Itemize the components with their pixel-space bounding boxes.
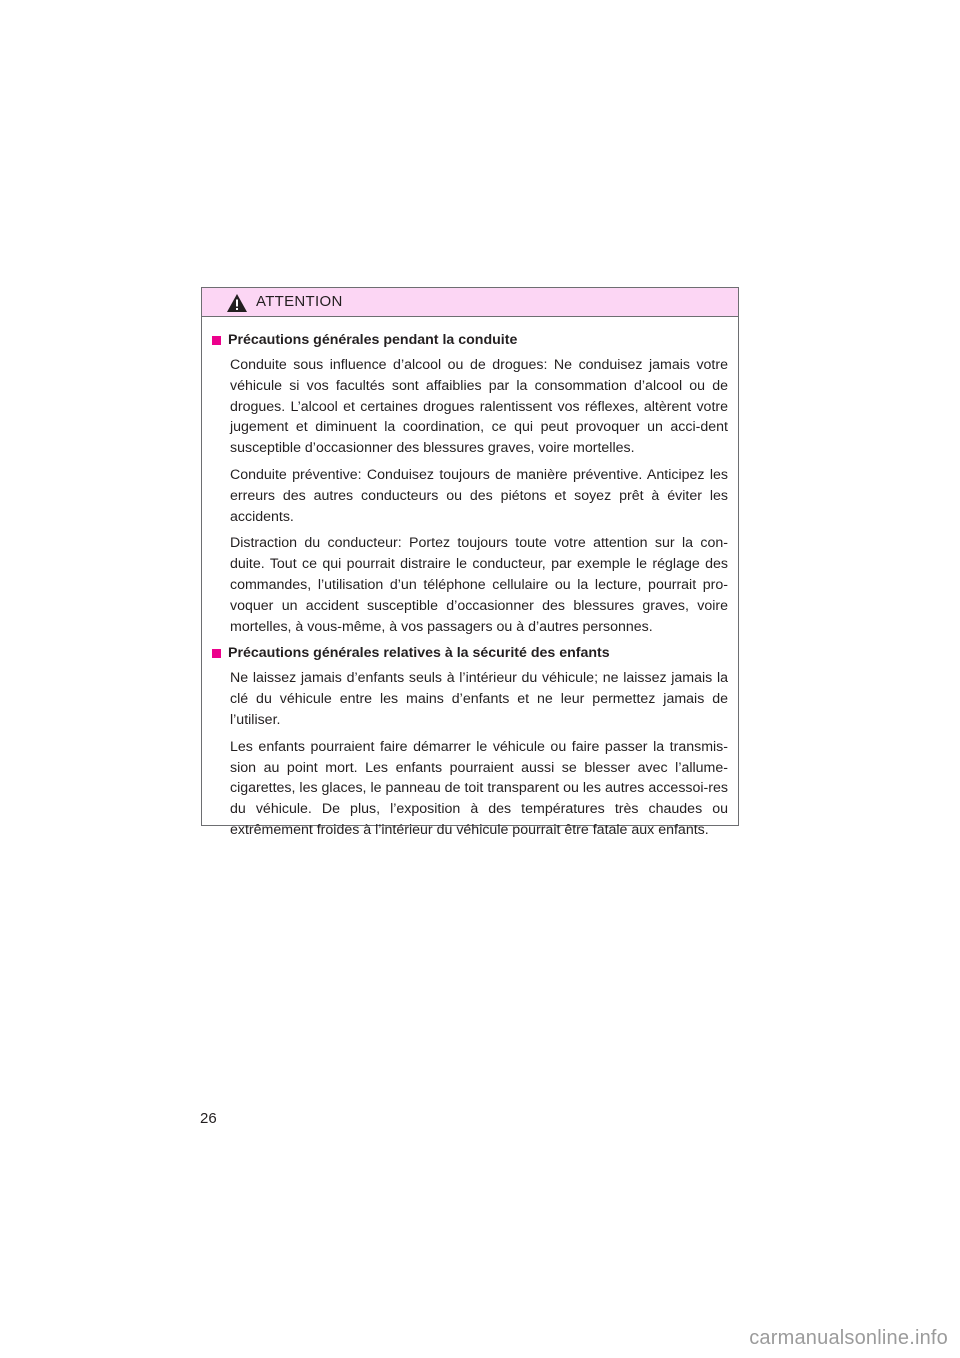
attention-header bbox=[202, 288, 738, 317]
square-bullet-icon bbox=[212, 336, 221, 345]
paragraph-children-alone: Ne laissez jamais d’enfants seuls à l’intérieur du véhicule; ne laissez jamais la clé du véhicule entre les mains d’enfants et ne leur permettez jamais de l’utiliser. bbox=[230, 670, 728, 728]
square-bullet-icon bbox=[212, 649, 221, 658]
paragraph-driver-distraction: Distraction du conducteur: Portez toujours toute votre attention sur la con-duite. Tout ce qui pourrait distraire le conducteur, par exemple le réglage des commandes, l’utilisation d’un téléphone cellulaire ou la lecture, pourrait pro-voquer un accident susceptible d’occasionner des blessures graves, voire mortelles, à vous-même, à vos passagers ou à d’autres personnes. bbox=[230, 535, 728, 635]
section-heading-driving bbox=[212, 330, 728, 350]
page-number: 26 bbox=[200, 1110, 217, 1127]
watermark: carmanualsonline.info bbox=[749, 1327, 948, 1349]
attention-content bbox=[202, 317, 738, 841]
paragraph-alcohol: Conduite sous influence d’alcool ou de drogues: Ne conduisez jamais votre véhicule si vos facultés sont affaiblies par la consommation d’alcool ou de drogues. L’alcool et certaines drogues ralentissent vos réflexes, altèrent votre jugement et diminuent la coordination, ce qui peut provoquer un acci-dent susceptible d’occasionner des blessures graves, voire mortelles. bbox=[230, 357, 728, 457]
section-heading-text: Précautions générales relatives à la sécurité des enfants bbox=[228, 645, 610, 662]
paragraph-preventive-driving: Conduite préventive: Conduisez toujours de manière préventive. Anticipez les erreurs des autres conducteurs ou des piétons et soyez prêt à éviter les accidents. bbox=[230, 466, 728, 525]
paragraph-children-risks: Les enfants pourraient faire démarrer le véhicule ou faire passer la transmis-sion au point mort. Les enfants pourraient aussi se blesser avec l’allume-cigarettes, les glaces, le panneau de toit transparent ou les autres accessoi-res du véhicule. De plus, l’exposition à des températures très chaudes ou extrêmement froides à l’intérieur du véhicule pourrait être fatale aux enfants. bbox=[230, 738, 728, 838]
warning-triangle-icon bbox=[226, 293, 248, 313]
attention-box bbox=[201, 287, 739, 838]
section-heading-text: Précautions générales pendant la conduite bbox=[228, 332, 518, 348]
section-heading-child-safety bbox=[212, 643, 728, 663]
attention-title: ATTENTION bbox=[256, 293, 343, 310]
